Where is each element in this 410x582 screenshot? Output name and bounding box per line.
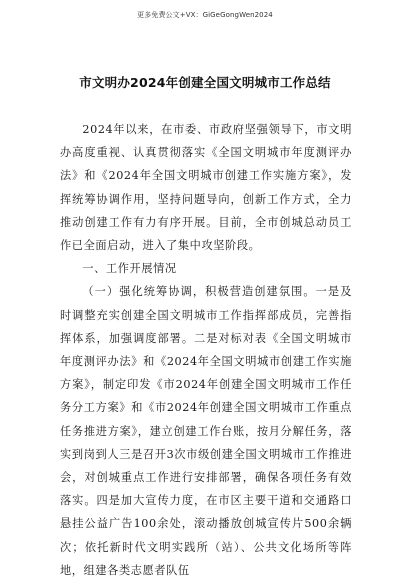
header-note: 更多免费公文+VX：GiGeGongWen2024	[137, 11, 273, 19]
section-paragraph: （一）强化统筹协调，积极营造创建氛围。一是及时调整充实创建全国文明城市工作指挥部成员，完善指挥体系，加强调度部署。二是对标对表《全国文明城市年度测评办法》和《2024年全国文明城市创建工作实施方案》，制定印发《市2024年创建全国文明城市工作任务分工方案》和《市2024年创建全国文明城市工作重点任务推进方案》，建立创建工作台账，按月分解任务，落实到岗到人三是召开3次市级创建全国文明城市工作推进会，对创城重点工作进行安排部署，确保各项任务有效落实。四是加大宣传力度，在市区主要干道和交通路口悬挂公益广告100余处，滚动播放创城宣传片500余辆次；依托新时代文明实践所（站）、公共文化场所等阵地，组建各类志愿者队伍	[60, 285, 352, 577]
document-body	[60, 118, 352, 582]
document-title: 市文明办2024年创建全国文明城市工作总结	[79, 75, 331, 90]
intro-paragraph: 2024年以来，在市委、市政府坚强领导下，市文明办高度重视、认真贯彻落实《全国文明城市年度测评办法》和《2024年全国文明城市创建工作实施方案》，发挥统筹协调作用，坚持问题导向，创新工作方式，全力推动创建工作有力有序开展。目前，全市创城总动员工作已全面启动，进入了集中攻坚阶段。	[60, 123, 352, 253]
section-heading: 一、工作开展情况	[82, 262, 177, 276]
